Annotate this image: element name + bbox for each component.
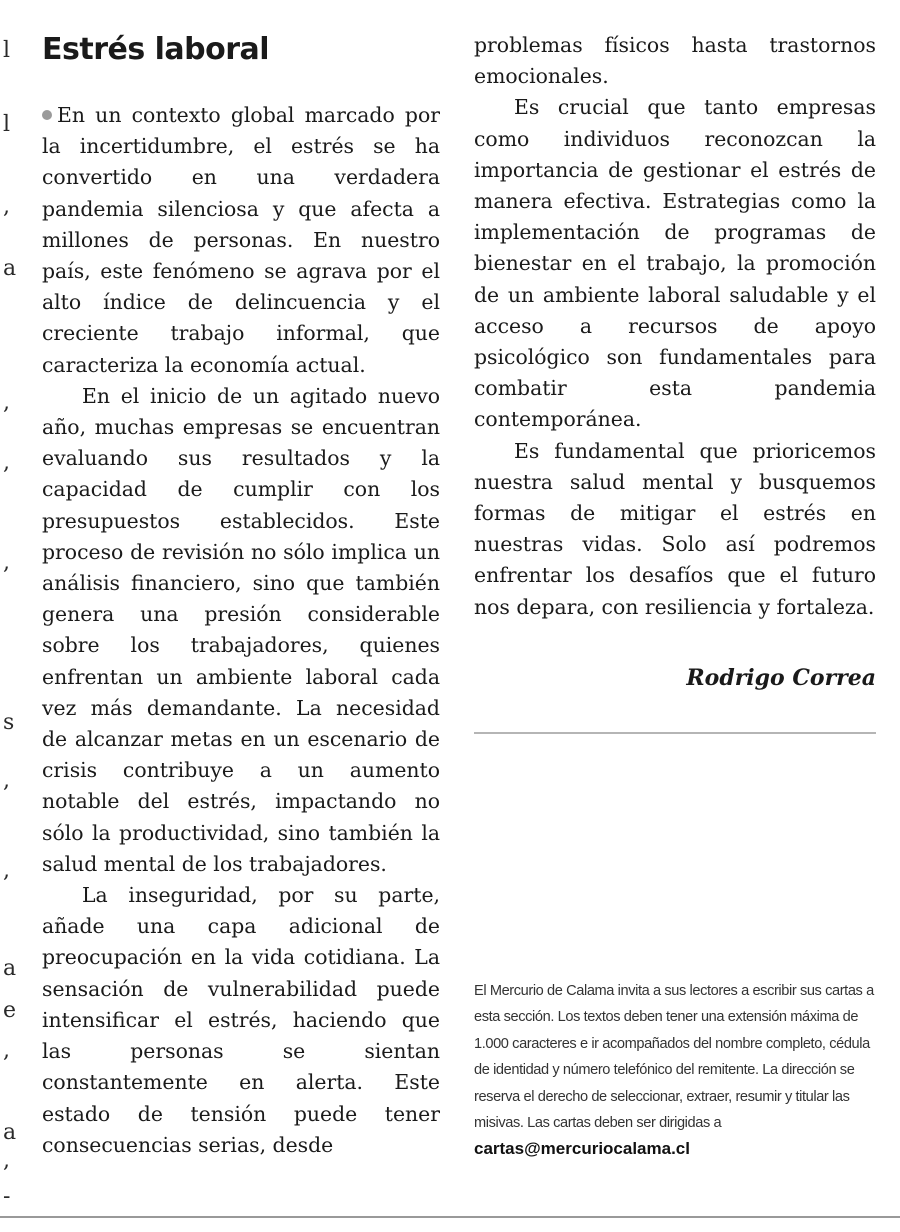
edge-char: a	[3, 1120, 16, 1145]
edge-char: ,	[3, 450, 10, 475]
edge-char: ,	[3, 550, 10, 575]
article-paragraph: Es crucial que tanto empresas como individuos reconozcan la importancia de gestionar el estrés de manera efectiva. Estrategias como la implementación de programas de bienestar en el trabajo, la promoción de un ambiente laboral saludable y el acceso a recursos de apoyo psicológico son fundamentales para combatir esta pandemia contemporánea.	[474, 95, 876, 432]
edge-char: ,	[3, 194, 10, 219]
edge-char: ,	[3, 390, 10, 415]
article-title: Estrés laboral	[42, 32, 270, 67]
divider	[474, 732, 876, 734]
previous-column-edge	[0, 0, 16, 1232]
contact-email: cartas@mercuriocalama.cl	[474, 1139, 690, 1159]
article-paragraph: La inseguridad, por su parte, añade una capa adicional de preocupación en la vida cotidiana. La sensación de vulnerabilidad puede intensificar el estrés, haciendo que las personas se sientan constantemente en alerta. Este estado de tensión puede tener consecuencias serias, desde	[42, 883, 440, 1157]
edge-char: a	[3, 956, 16, 981]
edge-char: s	[3, 710, 15, 735]
bullet-icon	[42, 110, 52, 120]
article-paragraph: problemas físicos hasta trastornos emocionales.	[474, 33, 876, 89]
edge-char: ,	[3, 1148, 10, 1173]
article-paragraph	[42, 100, 440, 381]
article-body-right	[474, 30, 876, 623]
edge-char: l	[3, 112, 11, 137]
article-column-right	[474, 30, 876, 693]
edge-char: ,	[3, 858, 10, 883]
bottom-divider	[0, 1216, 900, 1218]
article-author: Rodrigo Correa	[686, 664, 876, 691]
letters-notice	[474, 978, 876, 1164]
paragraph-text: En un contexto global marcado por la incertidumbre, el estrés se ha convertido en una verdadera pandemia silenciosa y que afecta a millones de personas. En nuestro país, este fenómeno se agrava por el alto índice de delincuencia y el creciente trabajo informal, que caracteriza la economía actual.	[42, 103, 440, 377]
notice-text: El Mercurio de Calama invita a sus lectores a escribir sus cartas a esta sección. Los textos deben tener una extensión máxima de 1.000 caracteres e ir acompañados del nombre completo, cédula de identidad y número telefónico del remitente. La dirección se reserva el derecho de seleccionar, extraer, resumir y titular las misivas. Las cartas deben ser dirigidas a	[474, 983, 874, 1132]
article-body-left	[42, 100, 440, 1161]
edge-char: ,	[3, 768, 10, 793]
article-column-left	[42, 30, 440, 1161]
edge-char: l	[3, 38, 11, 63]
edge-char: e	[3, 998, 16, 1023]
edge-char: -	[3, 1184, 11, 1209]
article-paragraph: Es fundamental que prioricemos nuestra salud mental y busquemos formas de mitigar el estrés en nuestras vidas. Solo así podremos enfrentar los desafíos que el futuro nos depara, con resiliencia y fortaleza.	[474, 438, 876, 619]
edge-char: a	[3, 256, 16, 281]
edge-char: ,	[3, 1038, 10, 1063]
article-paragraph: En el inicio de un agitado nuevo año, muchas empresas se encuentran evaluando sus resultados y la capacidad de cumplir con los presupuestos establecidos. Este proceso de revisión no sólo implica un análisis financiero, sino que también genera una presión considerable sobre los trabajadores, quienes enfrentan un ambiente laboral cada vez más demandante. La necesidad de alcanzar metas en un escenario de crisis contribuye a un aumento notable del estrés, impactando no sólo la productividad, sino también la salud mental de los trabajadores.	[42, 383, 440, 876]
